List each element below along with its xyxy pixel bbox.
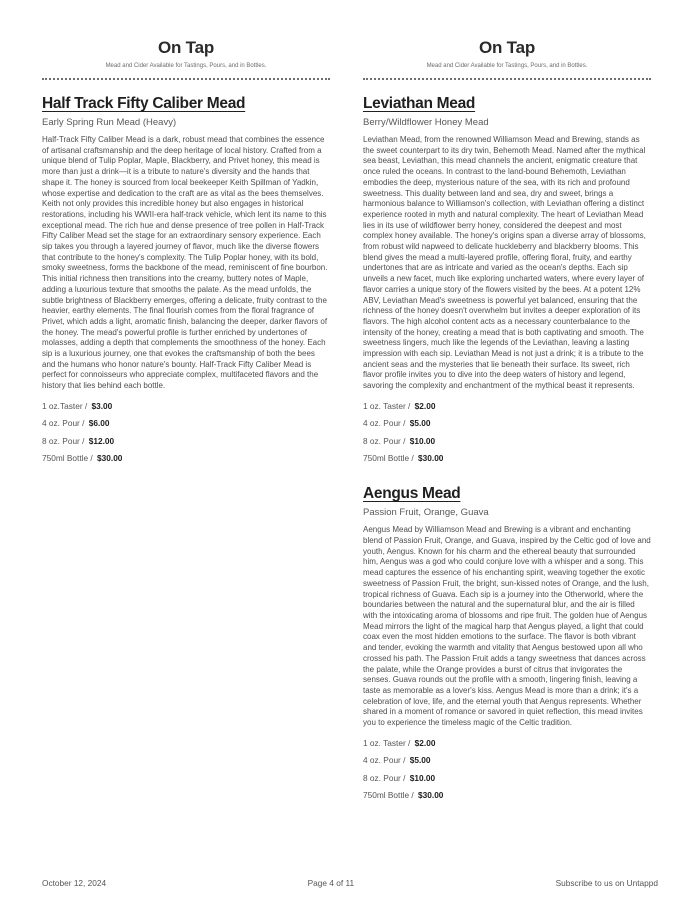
mead-style: Early Spring Run Mead (Heavy): [42, 117, 177, 128]
price-amount: $3.00: [91, 400, 113, 411]
footer-date: October 12, 2024: [42, 878, 107, 888]
mead-description: Leviathan Mead, from the renowned Williamson Mead and Brewing, stands as the sweet counterpart to its dry twin, Behemoth Mead. Named after the mythical sea beast, Leviathan, this mead channels the ancient, enigmatic creature that once ruled the oceans. In contrast to the land-bound Behemoth, Leviathan embodies the deep, mysterious nature of the sea, with its rich and profound sweetness. This duality between land and sea, dry and sweet, brings a harmonious balance to Williamson's collection, with Leviathan offering a distinct experience rooted in myth and natural complexity. The heart of Leviathan Mead lies in its use of wildflower berry honey, considered the deepest and most complex honey available. The honey's origins span a diverse array of blossoms, from robust wild napweed to delicate huckleberry and blackberry blooms. This blend gives the mead a multi-layered profile, offering floral, fruity, and earthy undertones that are as intricate and varied as the ocean's depths. Each sip unveils a new facet, much like exploring uncharted waters, where every layer of flavor carries a unique story of the flowers visited by the bees. At a potent 12% ABV, Leviathan Mead's sweetness is powerful yet balanced, ensuring that the richness of the honey doesn't overwhelm but invites a deeper exploration of its flavors. The high alcohol content acts as a necessary counterbalance to the intensity of the honey, creating a mead that is both captivating and smooth. The sweetness lingers, much like the legends of the Leviathan, leaving a lasting impression with each sip. Leviathan Mead is not just a drink; it is a tribute to the ancient seas and the mysteries that lie beneath their surface. Its sweet, rich flavor profile invites you to dive into the deep waters of history and legend, savoring the complexity and enchantment of the mythical beast it represents.: [363, 135, 646, 391]
dotted-divider: [42, 78, 330, 80]
price-row: [363, 453, 651, 463]
price-label: 1 oz.Taster /: [42, 400, 88, 411]
price-label: 8 oz. Pour /: [363, 435, 406, 446]
availability-subtitle: Mead and Cider Available for Tastings, Pours, and in Bottles.: [105, 63, 267, 69]
on-tap-title: On Tap: [478, 38, 536, 57]
mead-title: Leviathan Mead: [363, 95, 476, 112]
mead-section-aengus: [363, 485, 651, 800]
mead-title: Half Track Fifty Caliber Mead: [42, 95, 246, 112]
price-row: [363, 418, 651, 428]
price-row: [363, 790, 651, 800]
price-label: 750ml Bottle /: [363, 453, 414, 464]
footer-subscribe-text: Subscribe to us on Untappd: [555, 878, 658, 888]
column-header: [363, 38, 651, 69]
price-list: [363, 738, 651, 801]
page-footer: [0, 878, 700, 888]
price-label: 4 oz. Pour /: [42, 418, 85, 429]
availability-subtitle: Mead and Cider Available for Tastings, Pours, and in Bottles.: [426, 63, 588, 69]
price-amount: $2.00: [414, 737, 436, 748]
price-amount: $30.00: [418, 453, 444, 464]
price-amount: $5.00: [409, 755, 431, 766]
price-amount: $6.00: [88, 418, 110, 429]
footer-page-number: Page 4 of 11: [307, 878, 355, 888]
mead-style: Berry/Wildflower Honey Mead: [363, 117, 489, 128]
on-tap-title: On Tap: [157, 38, 215, 57]
price-amount: $2.00: [414, 400, 436, 411]
right-column: [363, 38, 651, 822]
price-label: 1 oz. Taster /: [363, 737, 411, 748]
price-label: 750ml Bottle /: [42, 453, 93, 464]
price-row: [363, 755, 651, 765]
mead-style: Passion Fruit, Orange, Guava: [363, 507, 489, 519]
price-label: 8 oz. Pour /: [363, 772, 406, 783]
price-row: [42, 401, 330, 411]
left-column: [42, 38, 330, 822]
price-list: [363, 401, 651, 464]
price-row: [42, 453, 330, 463]
price-row: [42, 436, 330, 446]
price-label: 1 oz. Taster /: [363, 400, 411, 411]
price-label: 4 oz. Pour /: [363, 418, 406, 429]
mead-title: Aengus Mead: [363, 485, 461, 503]
price-amount: $10.00: [409, 772, 436, 783]
dotted-divider: [363, 78, 651, 80]
price-row: [363, 401, 651, 411]
mead-description: Half-Track Fifty Caliber Mead is a dark, robust mead that combines the essence of artisanal craftsmanship and the deep heritage of local history. Crafted from a unique blend of Tulip Poplar, Maple, Blackberry, and Privet honey, this mead is more than just a drink—it is a tribute to nature's diversity and the hands that shape it. The honey is sourced from local beekeeper Keith Spillman of Yadkin, whose expertise and dedication to the craft are as vital as the bees themselves. Keith not only provides this incredible honey but also engages in historical restorations, including his WWII-era half-track vehicle, which lent its name to this exceptional mead. The rich hue and dense presence of tree pollen in Half-Track Fifty Caliber Mead set the stage for an extraordinary sensory experience. Each sip takes you through a layered journey of flavor, much like the diverse flowers that contribute to the honey's complexity. The Tulip Poplar honey, with its bold, smoky sweetness, forms the backbone of the mead, reminiscent of fine bourbon. This initial richness then transitions into the creamy, buttery notes of Maple, adding a luxurious texture that smooths the palate. As the mead unfolds, the subtle brightness of Blackberry emerges, offering a delicate, fruity contrast to the heavier, earthy elements. The final flourish comes from the floral fragrance of Privet, which adds a light, aromatic finish, balancing the deeper, darker flavors of the honey. The mead's powerful profile is further enriched by undertones of molasses, adding a depth that complements the smoothness of the honey. Each sip is a luxurious journey, one that evokes the craftsmanship of both the bees and the humans who honor nature's bounty. Half-Track Fifty Caliber Mead is perfect for connoisseurs who appreciate complex, multifaceted flavors and the history that lies behind each bottle.: [42, 135, 328, 391]
price-amount: $30.00: [97, 453, 123, 464]
price-label: 4 oz. Pour /: [363, 755, 406, 766]
mead-section-half-track: [42, 95, 330, 463]
price-list: [42, 401, 330, 464]
price-row: [363, 738, 651, 748]
price-label: 750ml Bottle /: [363, 790, 414, 801]
price-row: [363, 773, 651, 783]
price-amount: $12.00: [88, 435, 115, 446]
price-amount: $10.00: [409, 435, 436, 446]
column-header: [42, 38, 330, 69]
price-label: 8 oz. Pour /: [42, 435, 85, 446]
price-row: [42, 418, 330, 428]
mead-description: Aengus Mead by Williamson Mead and Brewing is a vibrant and enchanting blend of Passion Fruit, Orange, and Guava, inspired by the Celtic god of love and youth, Aengus. Known for his charm and the ethereal beauty that surrounded him, Aengus was a god who could conjure love with a whisper and a song. This mead captures the essence of his enchanting spirit, weaving together the exotic sweetness of Passion Fruit, the bright, sun-kissed notes of Orange, and the lush, tropical richness of Guava. Each sip is a journey into the Otherworld, where the boundaries between the natural and the supernatural blur, and the air is filled with the intoxicating aroma of blossoms and ripe fruit. The golden hue of Aengus Mead mirrors the light of the magical harp that Aengus played, a light that could coax even the most hidden emotions to the surface. The flavor is both vibrant and tender, evoking the warmth and vitality that Aengus bestowed upon all who crossed his path. The Passion Fruit adds a tangy sweetness that dances across the palate, while the Orange provides a burst of citrus that invigorates the senses. Guava rounds out the profile with a smooth, lingering finish, leaving a taste as memorable as a lover's kiss. Aengus Mead is more than a drink; it's a celebration of love, life, and the eternal youth that Aengus represents. Whether shared in a moment of romance or savored in quiet reflection, this mead invites you to experience the timeless magic of the Celtic tradition.: [363, 525, 651, 728]
price-amount: $5.00: [409, 418, 431, 429]
price-row: [363, 436, 651, 446]
mead-section-leviathan: [363, 95, 651, 463]
price-amount: $30.00: [418, 790, 444, 801]
